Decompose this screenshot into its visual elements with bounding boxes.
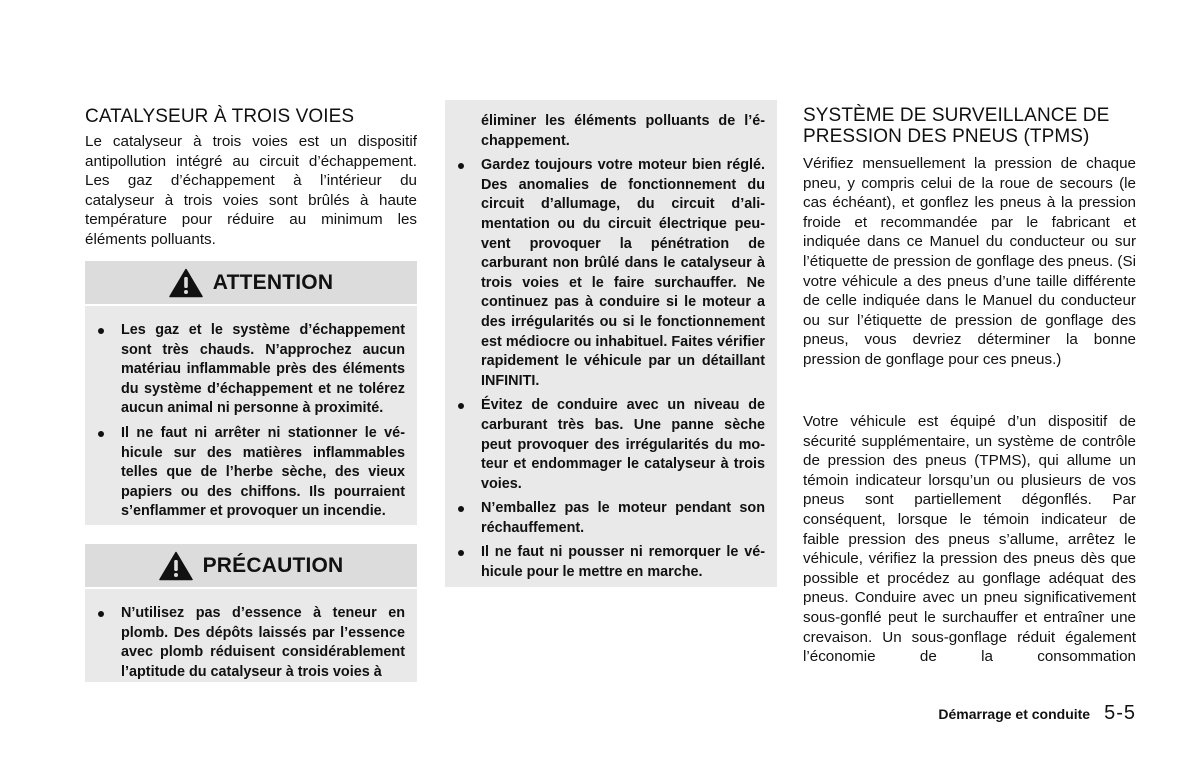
tpms-paragraph-1: Vérifiez mensuellement la pression de chaque pneu, y compris celui de la roue de secours (le cas échéant), et gonflez les pneus à la pression froide et recommandée par le fabricant et indiquée dans ce Manuel du conducteur ou sur l’étiquette de pression de gonflage des pneus. (Si votre véhicule a des pneus d’une taille différente de celle indiquée dans le Manuel du conducteur ou sur l’étiquette de pression de gonflage des pneus, vous devriez déterminer la bonne pression de gonflage pour ces pneus.) — [803, 155, 1136, 368]
list-item: Il ne faut ni pousser ni remorquer le véhicule pour le mettre en marche. — [445, 543, 777, 582]
attention-box — [85, 261, 417, 525]
attention-header — [85, 261, 417, 306]
list-item-continuation: éliminer les éléments polluants de l’échappement. — [481, 113, 765, 149]
catalyst-intro-paragraph: Le catalyseur à trois voies est un dispositif antipollution intégré au circuit d’échappement. Les gaz d’échappement à l’intérieur du catalyseur à trois voies sont brûlés à haute température pour réduire au minimum les éléments polluants. — [85, 133, 417, 248]
list-item: N’utilisez pas d’essence à teneur en plomb. Des dépôts laissés par l’essence avec plomb réduisent considérablement l’aptitude du catalyseur à trois voies à — [85, 604, 417, 682]
precaution-continuation-box — [445, 100, 777, 587]
warning-triangle-icon — [159, 551, 193, 581]
section-heading-catalyst: CATALYSEUR À TROIS VOIES — [85, 106, 355, 127]
warning-triangle-icon — [169, 268, 203, 298]
attention-list — [85, 306, 417, 522]
page-number: 5-5 — [1104, 702, 1136, 724]
precaution-continuation-list — [445, 100, 777, 583]
footer-section-title: Démarrage et conduite — [938, 706, 1091, 722]
precaution-title: PRÉCAUTION — [202, 553, 344, 577]
precaution-box — [85, 544, 417, 682]
list-item: Il ne faut ni arrêter ni stationner le véhicule sur des matières inflammables telles que de l’herbe sèche, des vieux papiers ou des chiffons. Ils pourraient s’enflammer et provoquer un incendie. — [85, 424, 417, 522]
attention-title: ATTENTION — [212, 270, 334, 294]
tpms-paragraph-2: Votre véhicule est équipé d’un dispositif de sécurité supplémentaire, un système de contrôle de pression des pneus (TPMS), qui allume un témoin indicateur lorsqu’un ou plusieurs de vos pneus sont partiellement dégonflés. Par conséquent, lorsque le témoin indicateur de faible pression des pneus s’allume, arrêtez le véhicule, vérifiez la pression des pneus dès que possible et procédez au gonflage adéquat des pneus. Conduire avec un pneu significativement sous-gonflé peut le surchauffer et entraîner une crevaison. Un sous-gonflage réduit également l’économie de la consommation — [803, 413, 1136, 666]
section-heading-tpms: SYSTÈME DE SURVEILLANCE DE PRESSION DES PNEUS (TPMS) — [803, 105, 1110, 147]
precaution-header — [85, 544, 417, 589]
page-footer — [938, 702, 1136, 725]
list-item: Les gaz et le système d’échappement sont très chauds. N’approchez aucun matériau inflammable près des éléments du système d’échappement et ne tolérez aucun animal ni personne à proximité. — [85, 321, 417, 419]
list-item: Évitez de conduire avec un niveau de carburant très bas. Une panne sèche peut provoquer des irrégularités du moteur et endommager le catalyseur à trois voies. — [445, 396, 777, 494]
list-item: N’emballez pas le moteur pendant son réchauffement. — [445, 499, 777, 538]
list-item: Gardez toujours votre moteur bien réglé. Des anomalies de fonctionnement du circuit d’allumage, du circuit d’alimentation ou du circuit électrique peuvent provoquer la pénétration de carburant non brûlé dans le catalyseur à trois voies et le faire surchauffer. Ne continuez pas à conduire si le moteur a des irrégularités ou si le fonctionnement est médiocre ou inhabituel. Faites vérifier rapidement le véhicule par un détaillant INFINITI. — [445, 156, 777, 391]
precaution-list — [85, 589, 417, 682]
